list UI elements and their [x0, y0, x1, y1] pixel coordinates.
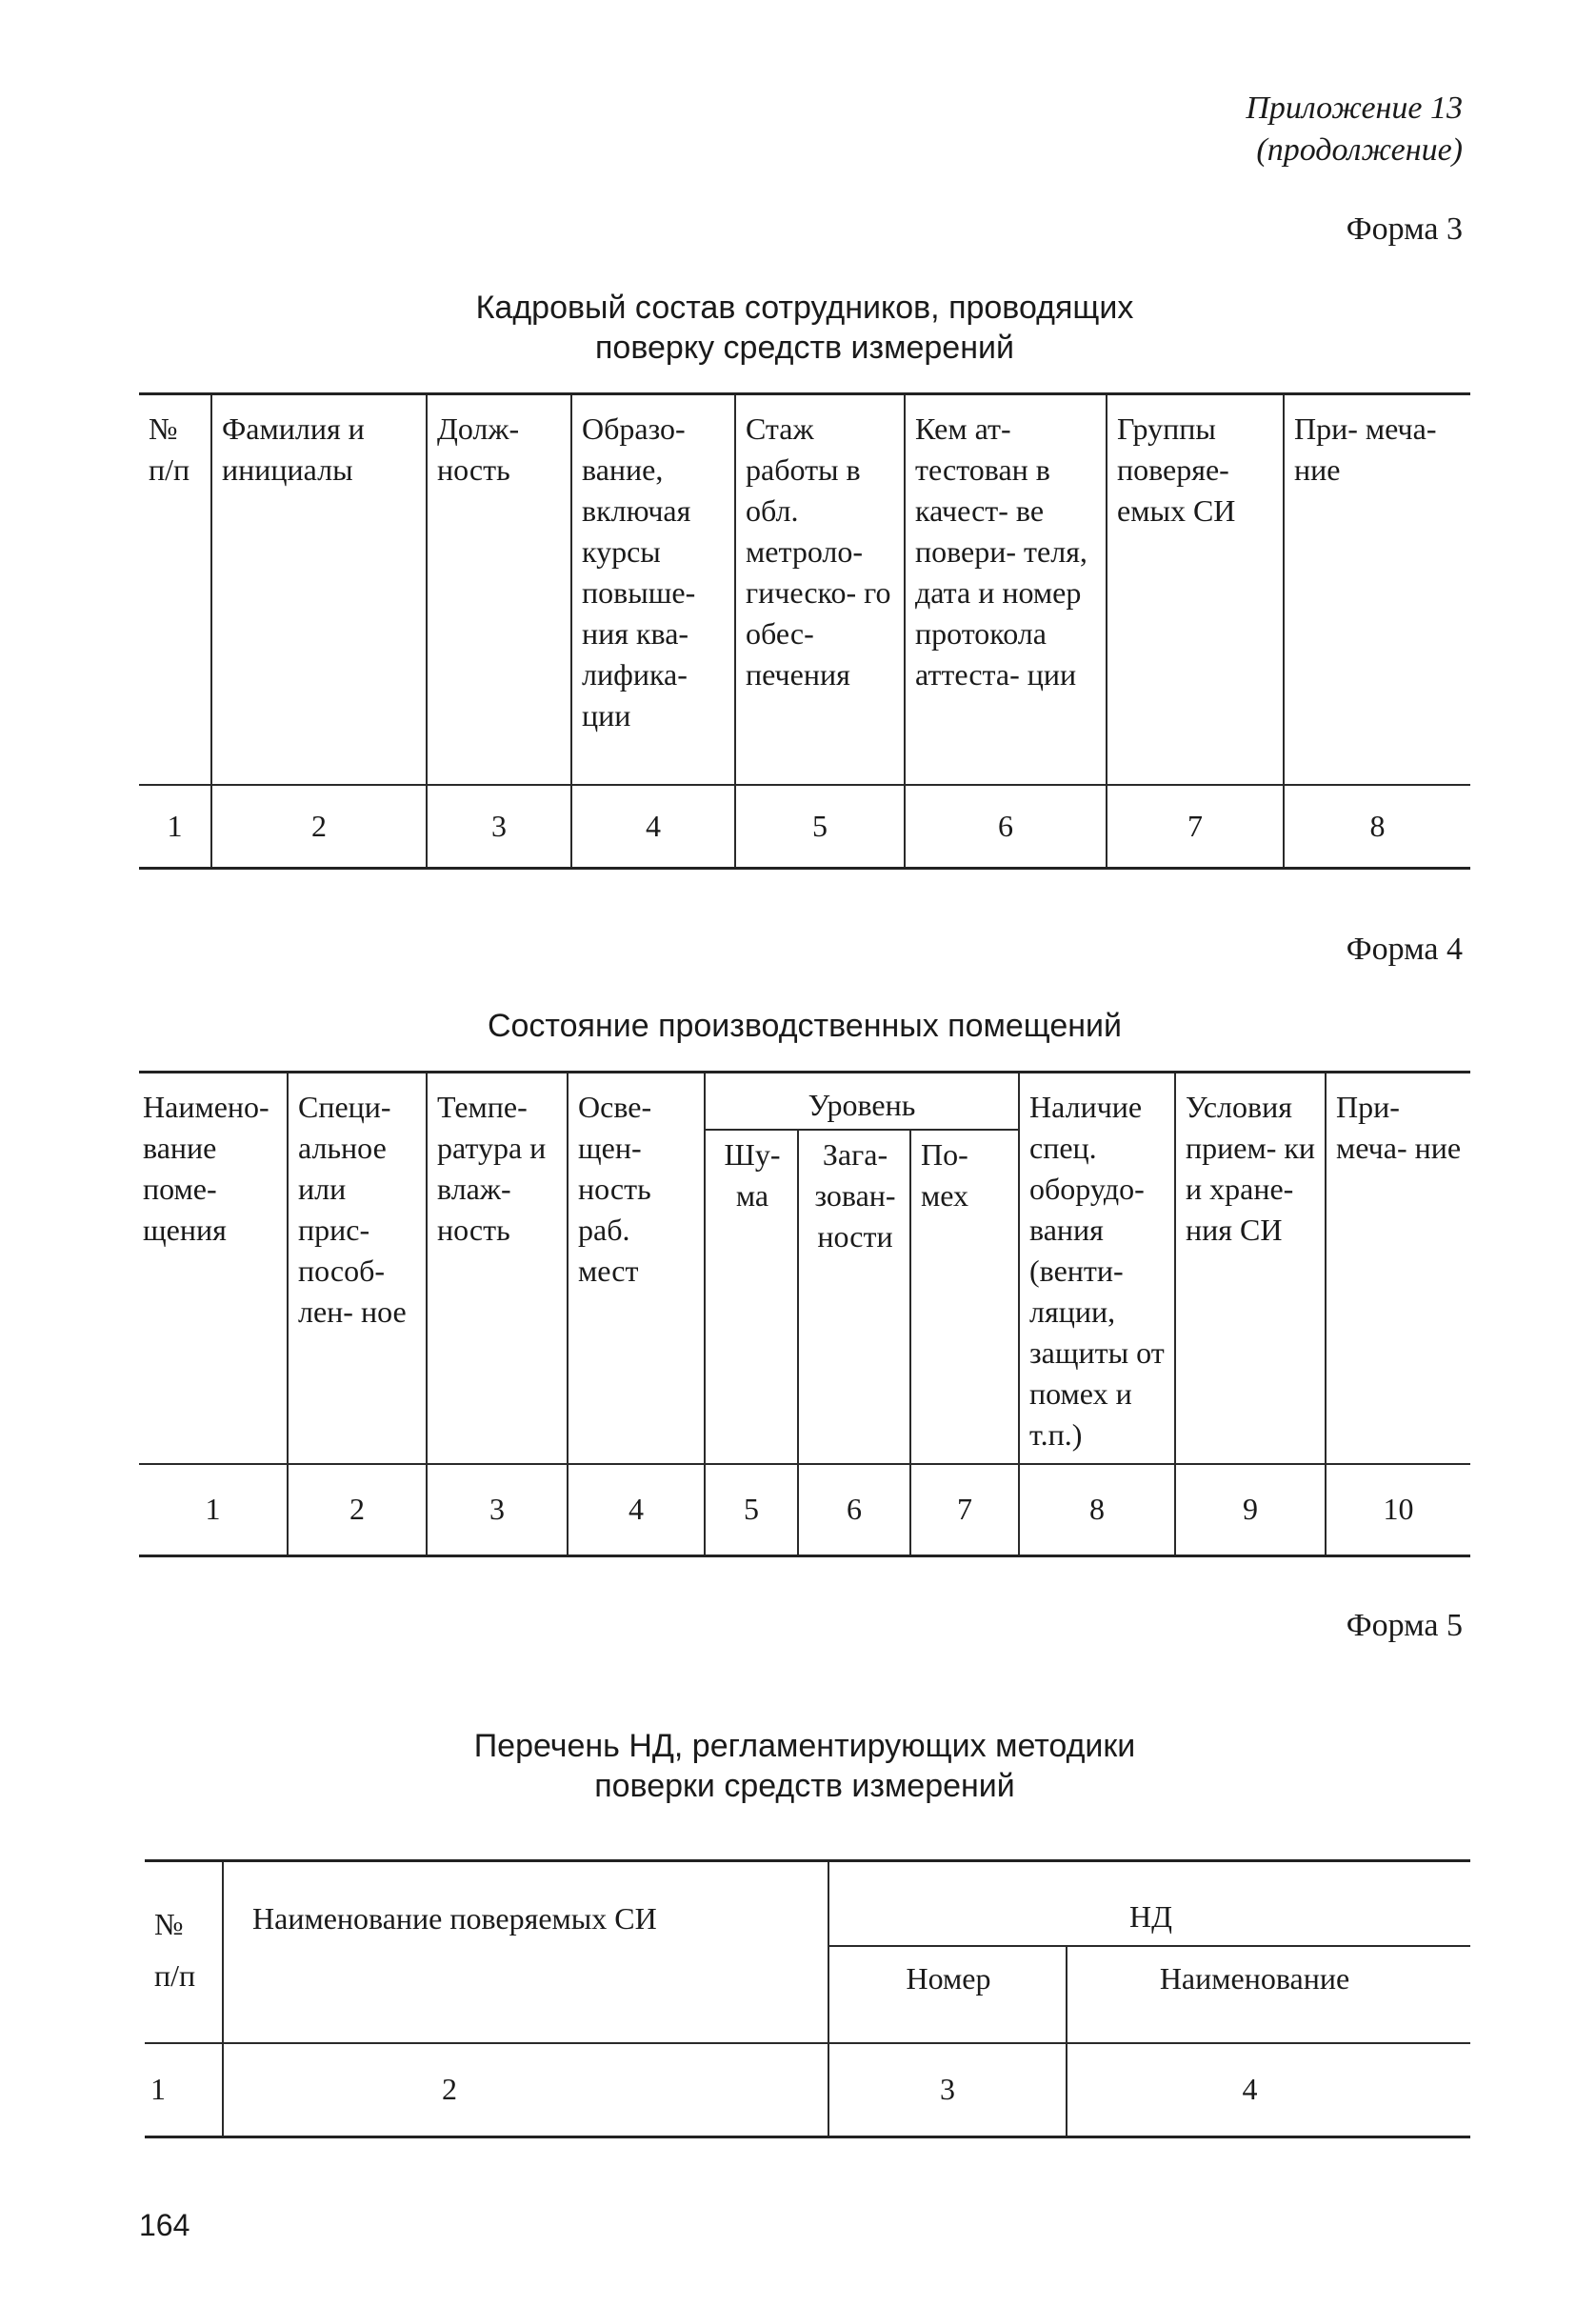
form4-header-cell: При- меча- ние: [1326, 1073, 1470, 1465]
form4-title: Состояние производственных помещений: [487, 1008, 1123, 1044]
form4-table: [139, 1071, 1470, 1557]
form5-subheader-cell: Номер: [828, 1946, 1067, 2043]
form5-header-cell: Наименование поверяемых СИ: [223, 1861, 828, 2044]
form4-header-cell: Наличие спец. оборудо- вания (венти- ляции, защиты от помех и т.п.): [1019, 1073, 1175, 1465]
appendix-header: [1246, 88, 1463, 171]
form4-header-cell: Темпе- ратура и влаж- ность: [427, 1073, 568, 1465]
form4-header-cell: Условия прием- ки и хране- ния СИ: [1175, 1073, 1326, 1465]
form3-number-cell: 4: [571, 785, 735, 869]
form3-title-line2: поверку средств измерений: [595, 330, 1014, 366]
form5-header-row: [145, 1861, 1470, 1947]
form3-header-cell: № п/п: [139, 394, 211, 785]
form3-number-cell: 5: [735, 785, 905, 869]
form5-number-cell: 3: [828, 2043, 1067, 2136]
form5-number-cell: 2: [223, 2043, 828, 2136]
form4-header-cell: Наимено- вание поме- щения: [139, 1073, 288, 1465]
form5-title-line1: Перечень НД, регламентирующих методики: [473, 1728, 1136, 1764]
form3-number-cell: 8: [1284, 785, 1470, 869]
form5-title-line2: поверки средств измерений: [594, 1768, 1015, 1804]
form3-header-cell: Образо- вание, включая курсы повыше- ния ква- лифика- ции: [571, 394, 735, 785]
form3-number-cell: 7: [1107, 785, 1284, 869]
form3-number-cell: 3: [427, 785, 571, 869]
form4-number-cell: 2: [288, 1464, 427, 1555]
form5-number-cell: 1: [150, 2072, 166, 2107]
form5-table: [145, 1859, 1470, 2138]
form3-table: [139, 392, 1470, 870]
form4-number-cell: 6: [798, 1464, 910, 1555]
form4-number-cell: 7: [910, 1464, 1019, 1555]
form4-number-cell: 5: [705, 1464, 798, 1555]
form3-number-cell: 6: [905, 785, 1107, 869]
appendix-continuation: (продолжение): [1256, 132, 1463, 168]
form5-title: [139, 1726, 1470, 1806]
form4-subheader-cell: Шу- ма: [705, 1130, 798, 1464]
form5-number-cell: 4: [1067, 2043, 1470, 2136]
form4-header-row: [139, 1073, 1470, 1131]
form4-number-cell: 8: [1019, 1464, 1175, 1555]
form3-label: Форма 3: [1346, 211, 1463, 247]
form3-number-row: [139, 785, 1470, 869]
form4-number-cell: 9: [1175, 1464, 1326, 1555]
form3-header-cell: Группы поверяе- емых СИ: [1107, 394, 1284, 785]
form4-header-cell: Осве- щен- ность раб. мест: [568, 1073, 705, 1465]
form4-header-cell: Специ- альное или прис- пособ- лен- ное: [288, 1073, 427, 1465]
form3-header-row: [139, 394, 1470, 785]
form5-header-cell: № п/п: [145, 1861, 223, 2044]
form5-header-cell-nd: НД: [828, 1861, 1470, 1947]
form3-number-cell: 1: [167, 808, 183, 843]
form3-header-cell: Стаж работы в обл. метроло- гическо- го обес- печения: [735, 394, 905, 785]
form5-label: Форма 5: [1346, 1608, 1463, 1643]
form4-number-cell: 10: [1326, 1464, 1470, 1555]
form4-subheader-cell: Зага- зован- ности: [798, 1130, 910, 1464]
form4-number-cell: 4: [568, 1464, 705, 1555]
form4-header-cell-level: Уровень: [705, 1073, 1019, 1131]
form3-title-line1: Кадровый состав сотрудников, проводящих: [475, 290, 1134, 326]
form4-label: Форма 4: [1346, 932, 1463, 967]
form4-number-cell: 1: [205, 1492, 221, 1527]
form3-header-cell: При- меча- ние: [1284, 394, 1470, 785]
appendix-title: Приложение 13: [1246, 90, 1463, 126]
form5-number-row: [145, 2043, 1470, 2136]
form4-subheader-cell: По- мех: [910, 1130, 1019, 1464]
form3-header-cell: Долж- ность: [427, 394, 571, 785]
form3-header-cell: Фамилия и инициалы: [211, 394, 427, 785]
form4-number-row: [139, 1464, 1470, 1555]
form4-number-cell: 3: [427, 1464, 568, 1555]
form3-header-cell: Кем ат- тестован в качест- ве повери- теля, дата и номер протокола аттеста- ции: [905, 394, 1107, 785]
form3-number-cell: 2: [211, 785, 427, 869]
page-number: 164: [139, 2208, 190, 2242]
form5-subheader-cell: Наименование: [1067, 1946, 1470, 2043]
form3-title: [139, 288, 1470, 368]
